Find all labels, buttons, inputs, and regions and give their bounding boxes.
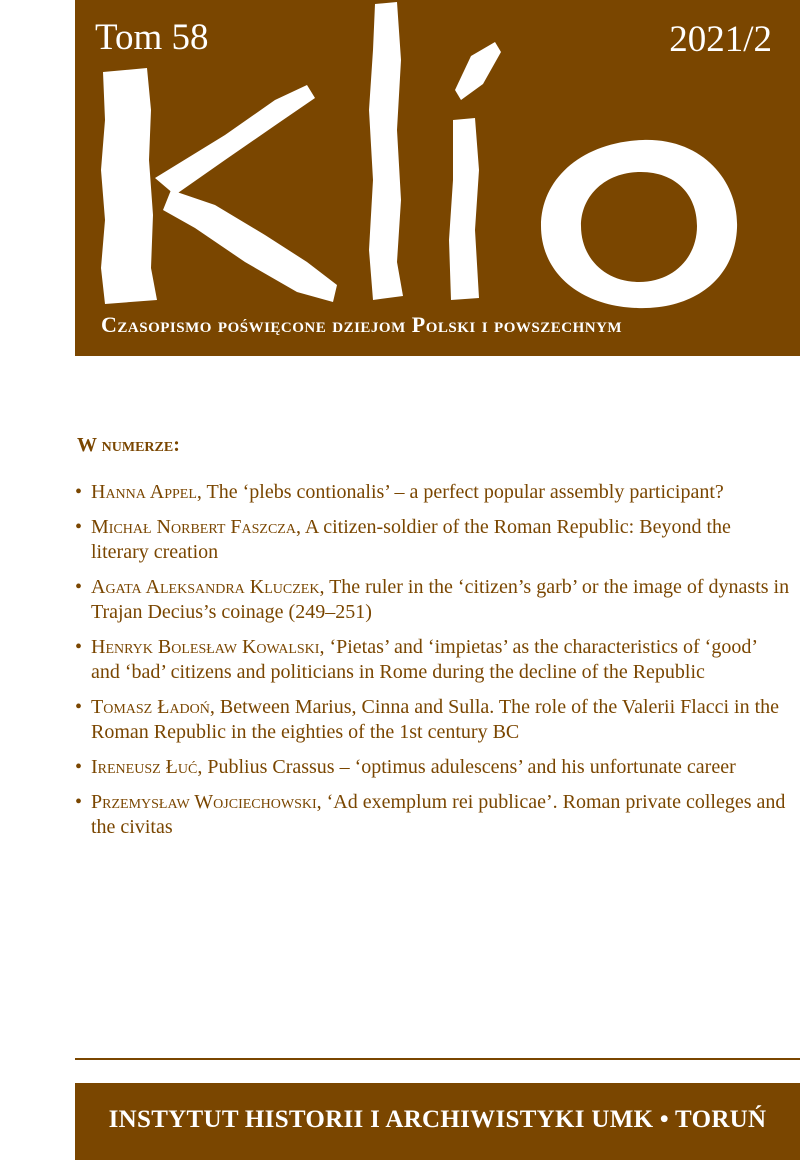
header-band [75, 0, 800, 356]
bullet-icon: • [75, 696, 83, 718]
volume-label: Tom 58 [95, 17, 209, 58]
list-item [75, 575, 790, 625]
article-author: Przemysław Wojciechowski [91, 791, 317, 813]
article-author: Agata Aleksandra Kluczek [91, 576, 320, 598]
bullet-icon: • [75, 791, 83, 813]
footer-band [75, 1083, 800, 1160]
journal-subtitle: Czasopismo poświęcone dziejom Polski i powszechnym [101, 312, 623, 337]
list-item [75, 480, 790, 505]
article-title: , ‘Ad exemplum rei publicae’. Roman private colleges and the civitas [91, 791, 786, 838]
article-title: , ‘Pietas’ and ‘impietas’ as the characteristics of ‘good’ and ‘bad’ citizens and politicians in Rome during the decline of the Republic [91, 636, 757, 683]
article-author: Henryk Bolesław Kowalski [91, 636, 320, 658]
article-title: , The ruler in the ‘citizen’s garb’ or the image of dynasts in Trajan Decius’s coinage (249–251) [91, 576, 790, 623]
article-author: Tomasz Ładoń [91, 696, 210, 718]
article-title: , Publius Crassus – ‘optimus adulescens’ and his unfortunate career [197, 756, 736, 778]
toc-heading: W numerze: [77, 434, 180, 456]
list-item [75, 635, 790, 685]
publisher-name: INSTYTUT HISTORII I ARCHIWISTYKI UMK • TORUŃ [108, 1106, 767, 1133]
list-item [75, 790, 790, 840]
bullet-icon: • [75, 481, 83, 503]
article-author: Michał Norbert Faszcza [91, 516, 296, 538]
list-item [75, 515, 790, 565]
article-title: , A citizen-soldier of the Roman Republic: Beyond the literary creation [91, 516, 731, 563]
article-author: Ireneusz Łuć [91, 756, 198, 778]
bullet-icon: • [75, 516, 83, 538]
article-author: Hanna Appel [91, 481, 197, 503]
bullet-icon: • [75, 636, 83, 658]
bullet-icon: • [75, 756, 83, 778]
divider [75, 1058, 800, 1060]
list-item [75, 755, 790, 780]
list-item [75, 695, 790, 745]
issue-label: 2021/2 [669, 19, 772, 60]
bullet-icon: • [75, 576, 83, 598]
klio-logo [75, 0, 800, 310]
article-title: , Between Marius, Cinna and Sulla. The role of the Valerii Flacci in the Roman Republic in the eighties of the 1st century BC [91, 696, 780, 743]
article-title: , The ‘plebs contionalis’ – a perfect popular assembly participant? [196, 481, 724, 503]
table-of-contents [75, 480, 790, 850]
